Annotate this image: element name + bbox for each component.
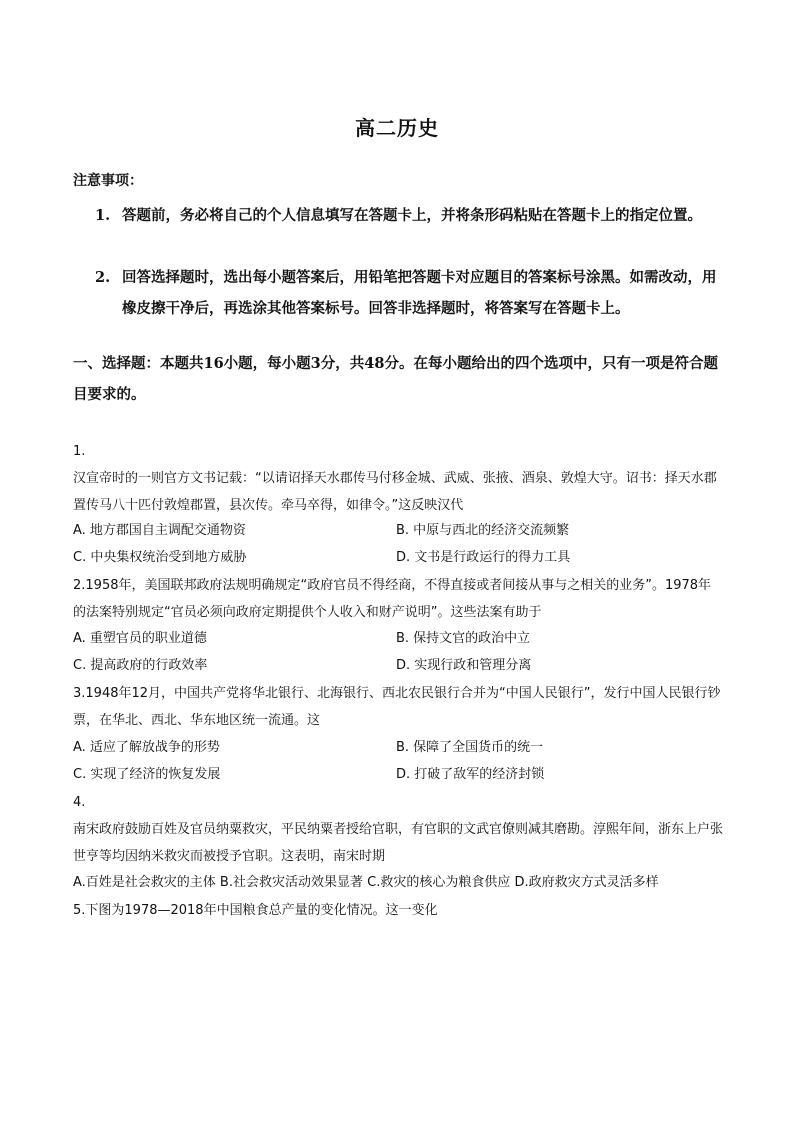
- option-c[interactable]: C. 中央集权统治受到地方威胁: [73, 550, 247, 565]
- option-a[interactable]: A. 适应了解放战争的形势: [73, 740, 220, 755]
- notice-item-text: 回答选择题时，选出每小题答案后，用铅笔把答题卡对应题目的答案标号涂黑。如需改动，用橡皮擦干净后，再选涂其他答案标号。回答非选择题时，将答案写在答题卡上。: [122, 269, 717, 317]
- option-a[interactable]: A. 地方郡国自主调配交通物资: [73, 523, 246, 538]
- section-heading: 一、选择题：本题共16小题，每小题3分，共48分。在每小题给出的四个选项中，只有一项是符合题目要求的。: [73, 355, 718, 403]
- option-c[interactable]: C. 提高政府的行政效率: [73, 658, 208, 673]
- option-d[interactable]: D. 实现行政和管理分离: [396, 658, 532, 673]
- question-stem: 3.1948年12月，中国共产党将华北银行、北海银行、西北农民银行合并为“中国人民银行”，发行中国人民银行钞票，在华北、西北、华东地区统一流通。这: [73, 686, 721, 728]
- question-stem: 5.下图为1978—2018年中国粮食总产量的变化情况。这一变化: [73, 903, 438, 918]
- notice-item: [95, 200, 725, 231]
- option-c[interactable]: C. 实现了经济的恢复发展: [73, 767, 221, 782]
- notice-item-number: 1.: [95, 207, 111, 224]
- question-number: 1.: [73, 444, 86, 459]
- option-b[interactable]: B. 保障了全国货币的统一: [396, 740, 544, 755]
- notice-item-text: 答题前，务必将自己的个人信息填写在答题卡上，并将条形码粘贴在答题卡上的指定位置。: [122, 207, 702, 224]
- question-number: 4.: [73, 795, 86, 810]
- option-b[interactable]: B. 中原与西北的经济交流频繁: [396, 523, 570, 538]
- question-stem: 2.1958年，美国联邦政府法规明确规定“政府官员不得经商，不得直接或者间接从事与之相关的业务”。1978年的法案特别规定“官员必须向政府定期提供个人收入和财产说明”。这些法案有助于: [73, 578, 712, 620]
- notice-item: [95, 262, 725, 324]
- option-d[interactable]: D. 打破了敌军的经济封锁: [396, 767, 545, 782]
- notice-item-number: 2.: [95, 269, 111, 286]
- page-title: 高二历史: [355, 116, 439, 140]
- option-d[interactable]: D. 文书是行政运行的得力工具: [396, 550, 571, 565]
- option-a[interactable]: A. 重塑官员的职业道德: [73, 631, 207, 646]
- option-b[interactable]: B. 保持文官的政治中立: [396, 631, 531, 646]
- notice-label: 注意事项：: [73, 173, 143, 189]
- question-stem: 汉宣帝时的一则官方文书记载：“以请诏择天水郡传马付移金城、武威、张掖、酒泉、敦煌大守。诏书：择天水郡置传马八十匹付敦煌郡置，县次传。牵马卒得，如律令。”这反映汉代: [73, 471, 717, 513]
- option-list[interactable]: A.百姓是社会救灾的主体 B.社会救灾活动效果显著 C.救灾的核心为粮食供应 D.政府救灾方式灵活多样: [73, 875, 659, 890]
- question-stem: 南宋政府鼓励百姓及官员纳粟救灾，平民纳粟者授给官职，有官职的文武官僚则减其磨勘。淳熙年间，浙东上户张世亨等均因纳米救灾而被授予官职。这表明，南宋时期: [73, 822, 724, 864]
